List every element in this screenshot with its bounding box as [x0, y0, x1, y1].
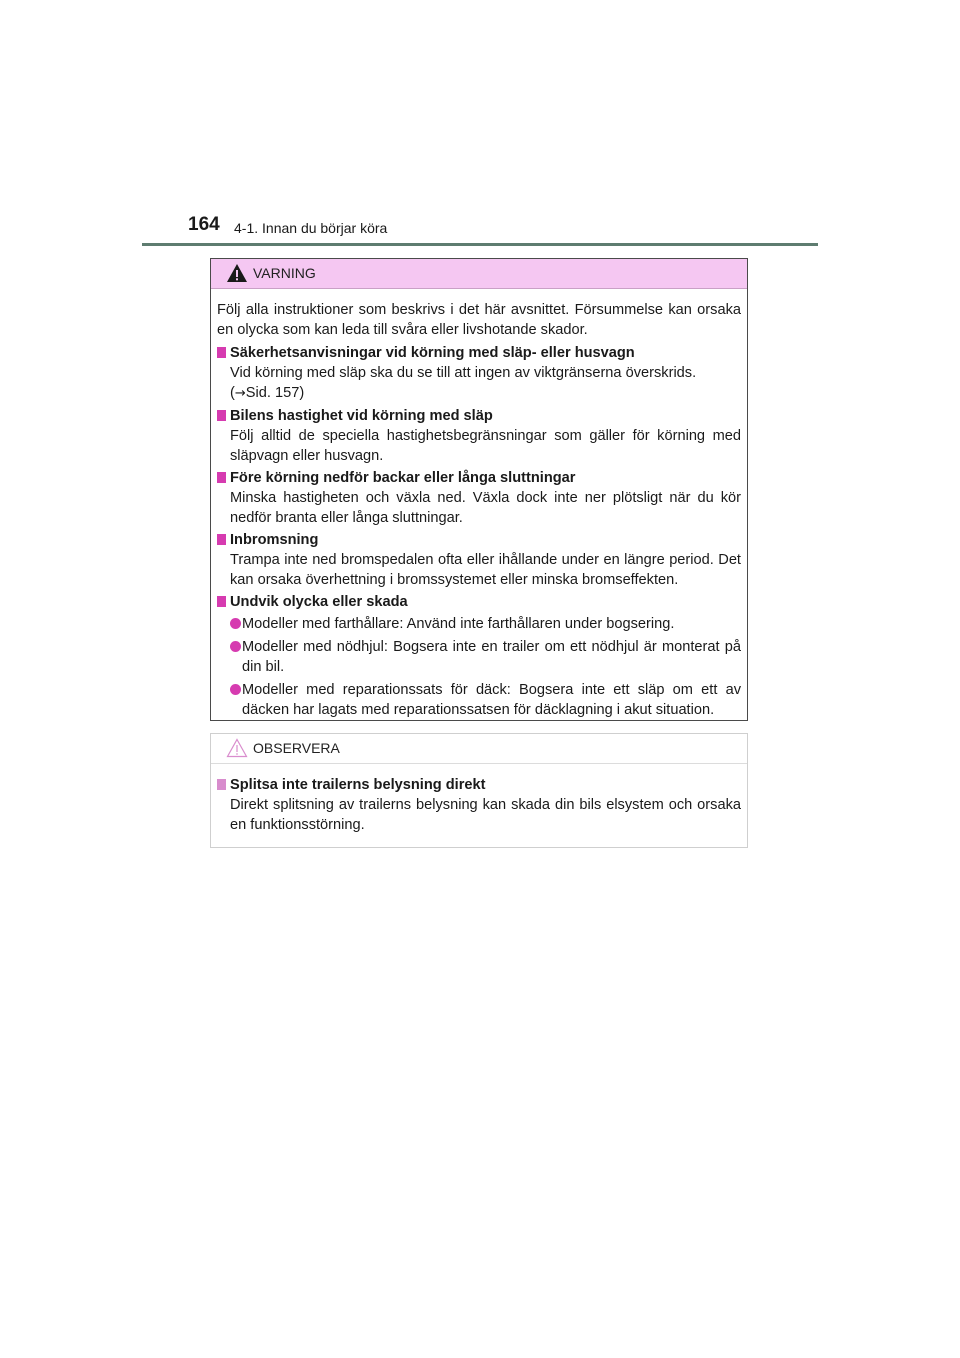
section-heading: Bilens hastighet vid körning med släp	[217, 406, 741, 426]
caution-triangle-outline-icon	[226, 738, 248, 758]
section-heading: Splitsa inte trailerns belysning direkt	[217, 775, 741, 795]
list-item: Modeller med nödhjul: Bogsera inte en trailer om ett nödhjul är monterat på din bil.	[217, 637, 741, 677]
section-heading: Undvik olycka eller skada	[217, 592, 741, 612]
square-bullet-icon	[217, 347, 226, 358]
section-text: Minska hastigheten och växla ned. Växla dock inte ner plötsligt när du kör nedför branta eller långa sluttningar.	[230, 490, 741, 526]
warning-header	[211, 259, 747, 289]
square-bullet-icon	[217, 472, 226, 483]
warning-intro: Följ alla instruktioner som beskrivs i det här avsnittet. Försummelse kan orsaka en olycka som kan leda till svåra eller livshotande skador.	[217, 302, 741, 338]
notice-header	[211, 734, 747, 764]
warning-box	[210, 258, 748, 721]
header-rule	[142, 243, 818, 246]
square-bullet-icon	[217, 534, 226, 545]
page-header	[188, 214, 818, 244]
circle-bullet-icon	[230, 618, 241, 629]
square-bullet-icon	[217, 596, 226, 607]
section-text: Direkt splitsning av trailerns belysning kan skada din bils elsystem och orsaka en funktionsstörning.	[230, 797, 741, 833]
section-heading: Före körning nedför backar eller långa sluttningar	[217, 468, 741, 488]
section-heading: Inbromsning	[217, 530, 741, 550]
warning-content	[211, 289, 747, 720]
list-item: Modeller med reparationssats för däck: Bogsera inte ett släp om ett av däcken har lagats med reparationssatsen för däcklagning i akut situation.	[217, 680, 741, 720]
circle-bullet-icon	[230, 684, 241, 695]
notice-label: OBSERVERA	[253, 740, 340, 756]
section-heading: Säkerhetsanvisningar vid körning med släp- eller husvagn	[217, 343, 741, 363]
section-text: Vid körning med släp ska du se till att ingen av viktgränserna överskrids. (→Sid. 157)	[230, 365, 697, 401]
notice-content	[211, 764, 747, 835]
section-text: Följ alltid de speciella hastighetsbegränsningar som gäller för körning med släpvagn eller husvagn.	[230, 428, 741, 464]
warning-label: VARNING	[253, 265, 316, 281]
square-bullet-icon	[217, 779, 226, 790]
section-text: Trampa inte ned bromspedalen ofta eller ihållande under en längre period. Det kan orsaka överhettning i bromssystemet eller minska bromseffekten.	[230, 552, 741, 588]
list-item: Modeller med farthållare: Använd inte farthållaren under bogsering.	[217, 614, 741, 634]
warning-triangle-icon	[226, 263, 248, 283]
square-bullet-icon	[217, 410, 226, 421]
arrow-right-icon: →	[234, 386, 246, 401]
chapter-title: 4-1. Innan du börjar köra	[234, 220, 388, 236]
page-number: 164	[188, 214, 220, 235]
circle-bullet-icon	[230, 641, 241, 652]
notice-box	[210, 733, 748, 848]
page-reference-link[interactable]: Sid. 157	[245, 385, 300, 401]
